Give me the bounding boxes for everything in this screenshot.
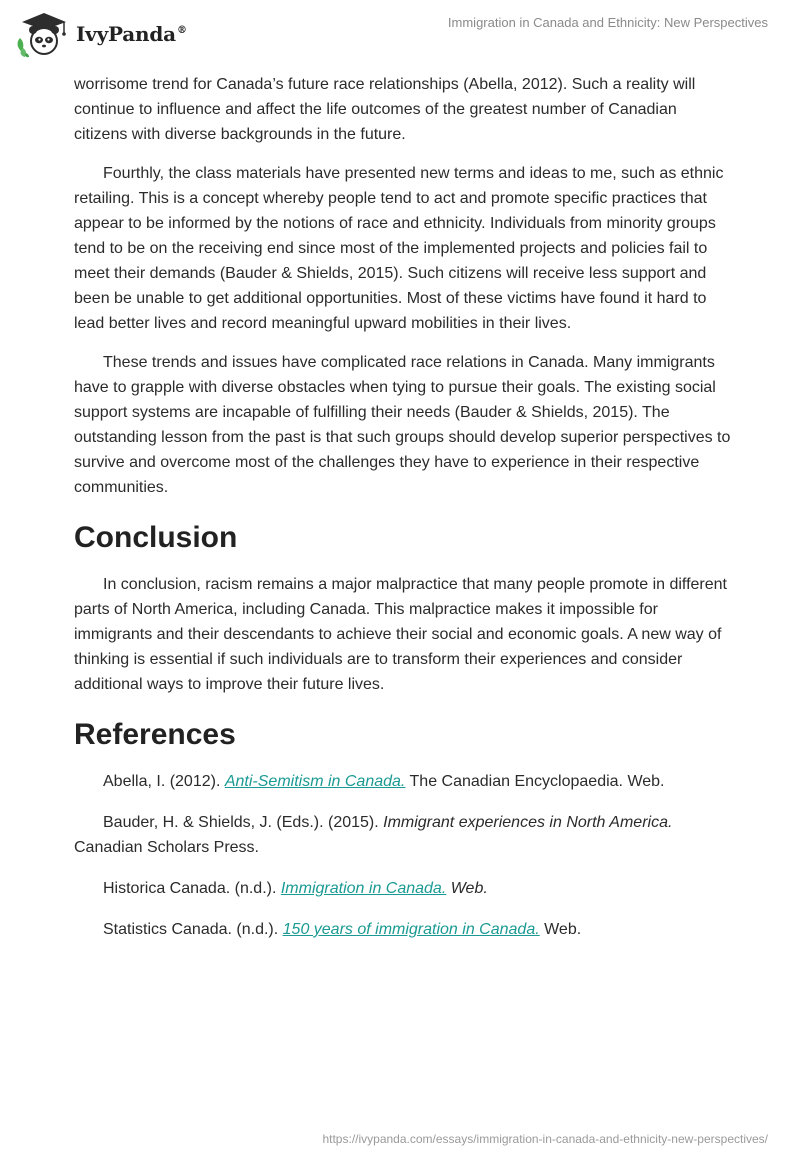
reference-link[interactable]: Anti-Semitism in Canada.: [224, 773, 406, 790]
panda-graduate-icon: [14, 8, 70, 58]
reference-link[interactable]: Immigration in Canada.: [280, 880, 447, 897]
references-heading: References: [74, 718, 236, 751]
conclusion-paragraph: In conclusion, racism remains a major malpractice that many people promote in different parts of North America, including Canada. This malpractice makes it impossible for immigrants and their descendants to achieve their social and economic goals. A new way of thinking is essential if such individuals are to transform their experiences and consider additional ways to improve their future lives.: [74, 576, 727, 693]
running-title: Immigration in Canada and Ethnicity: New Perspectives: [447, 15, 768, 30]
paragraph-fourthly: Fourthly, the class materials have presented new terms and ideas to me, such as ethnic retailing. This is a concept whereby people tend to act and promote specific practices that appear to be informed by the notions of race and ethnicity. Individuals from minority groups tend to be on the receiving end since most of the implemented projects and policies fail to meet their demands (Bauder & Shields, 2015). Such citizens will receive less support and been be unable to get additional opportunities. Most of these victims have found it hard to lead better lives and record meaningful upward mobilities in their lives.: [74, 165, 724, 332]
reference-title: Immigrant experiences in North America.: [383, 814, 673, 831]
reference-item: Abella, I. (2012). Anti-Semitism in Canada. The Canadian Encyclopaedia. Web.: [103, 773, 665, 790]
paragraph-trends: These trends and issues have complicated race relations in Canada. Many immigrants have to grapple with diverse obstacles when tying to pursue their goals. The existing social support systems are incapable of fulfilling their needs (Bauder & Shields, 2015). The outstanding lesson from the past is that such groups should develop superior perspectives to survive and overcome most of the challenges they have to experience in their respective communities.: [74, 354, 731, 496]
reference-item: Bauder, H. & Shields, J. (Eds.). (2015). Immigrant experiences in North America. Canadian Scholars Press.: [74, 814, 673, 856]
ivypanda-logo[interactable]: [14, 8, 187, 58]
source-url: https://ivypanda.com/essays/immigration-in-canada-and-ethnicity-new-perspectives/: [322, 1132, 768, 1146]
reference-item: Statistics Canada. (n.d.). 150 years of immigration in Canada. Web.: [103, 921, 582, 938]
paragraph-continuation: worrisome trend for Canada’s future race relationships (Abella, 2012). Such a reality will continue to influence and affect the life outcomes of the greatest number of Canadian citizens with diverse backgrounds in the future.: [74, 76, 696, 143]
conclusion-heading: Conclusion: [74, 521, 238, 554]
page-header: [0, 0, 800, 62]
logo-wordmark: IvyPanda®: [76, 22, 187, 46]
essay-content: [74, 72, 734, 958]
reference-link[interactable]: 150 years of immigration in Canada.: [282, 921, 540, 938]
reference-item: Historica Canada. (n.d.). Immigration in Canada. Web.: [103, 880, 488, 897]
